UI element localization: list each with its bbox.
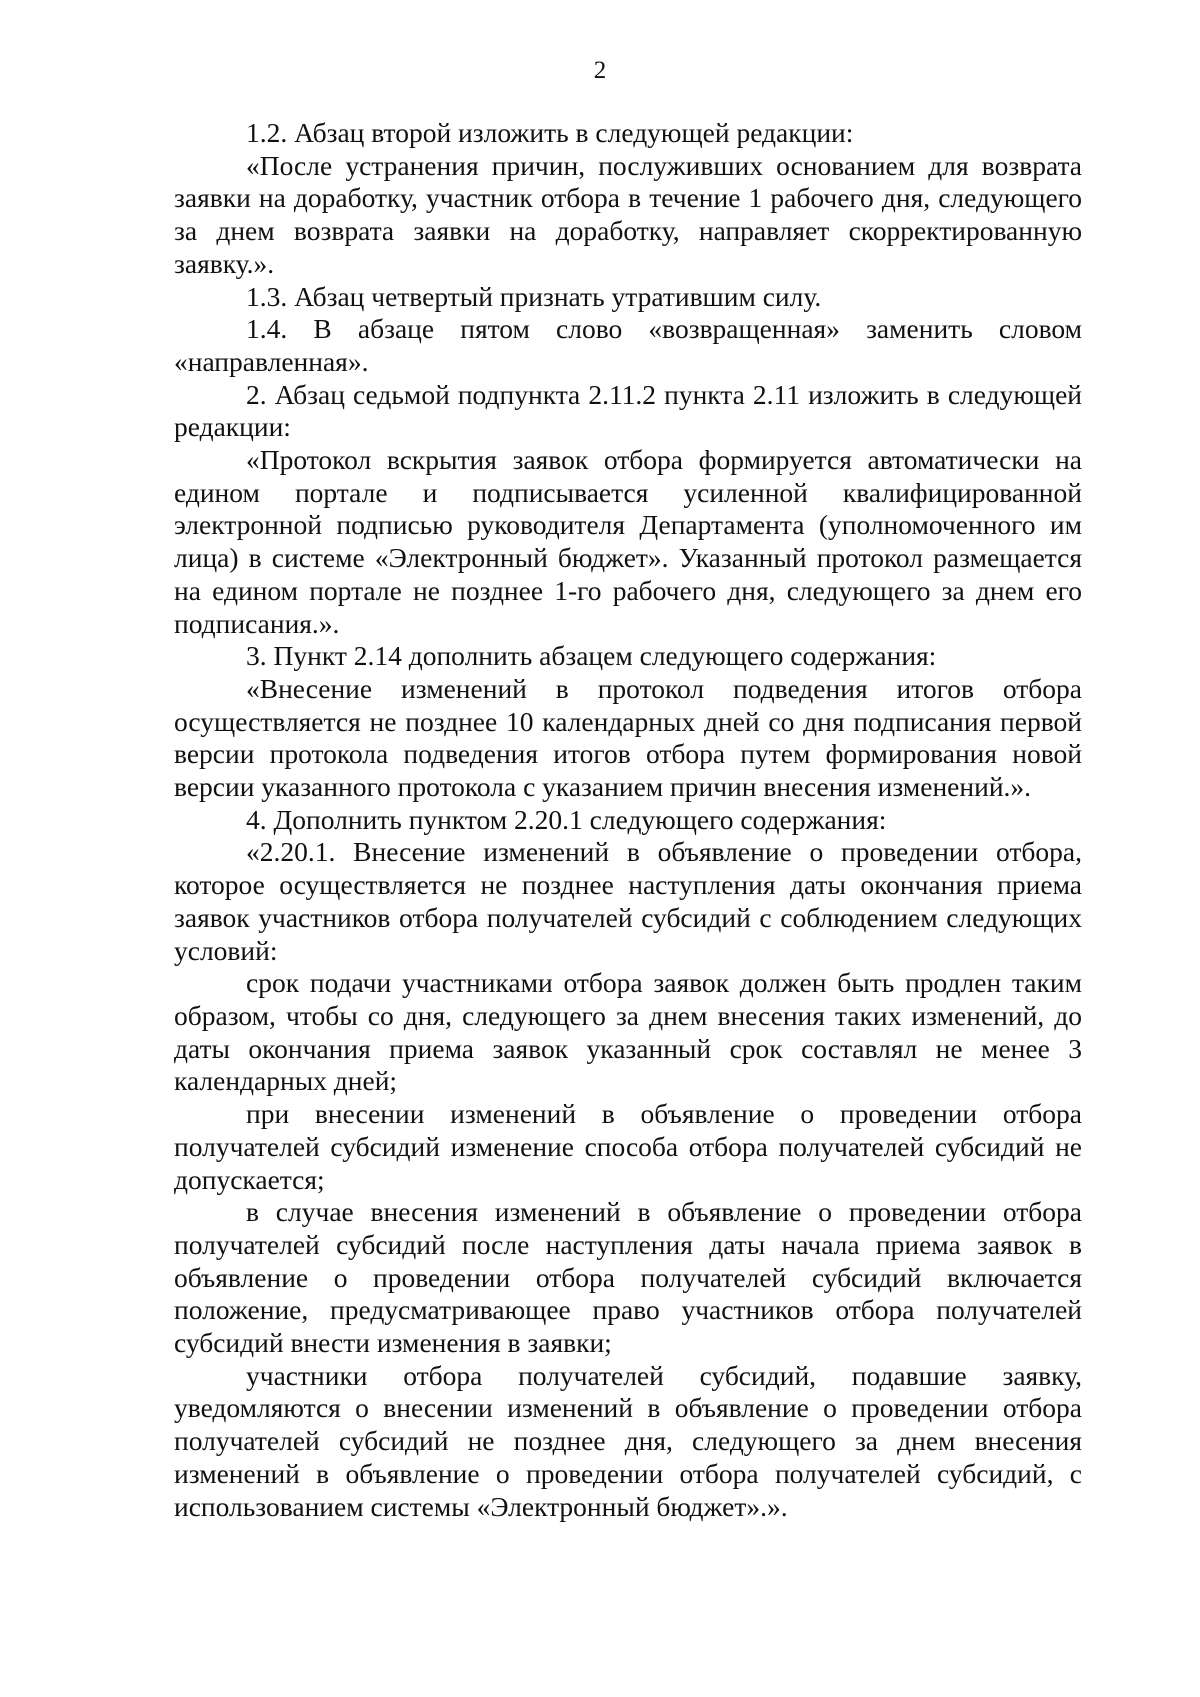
paragraph-2-quote: «Протокол вскрытия заявок отбора формируется автоматически на едином портале и подписывается усиленной квалифицированной электронной подписью руководителя Департамента (уполномоченного им лица) в системе «Электронный бюджет». Указанный протокол размещается на едином портале не позднее 1-го рабочего дня, следующего за днем его подписания.». [174, 444, 1082, 639]
paragraph-2-20-1: «2.20.1. Внесение изменений в объявление о проведении отбора, которое осуществляется не позднее наступления даты окончания приема заявок участников отбора получателей субсидий с соблюдением следующих условий: [174, 836, 1082, 966]
paragraph-condition-4: участники отбора получателей субсидий, подавшие заявку, уведомляются о внесении изменений в объявление о проведении отбора получателей субсидий не позднее дня, следующего за днем внесения изменений в объявление о проведении отбора получателей субсидий, с использованием системы «Электронный бюджет».». [174, 1359, 1082, 1522]
paragraph-condition-2: при внесении изменений в объявление о проведении отбора получателей субсидий изменение способа отбора получателей субсидий не допускается; [174, 1098, 1082, 1195]
document-body [174, 117, 1082, 1523]
paragraph-1-2-quote: «После устранения причин, послуживших основанием для возврата заявки на доработку, участник отбора в течение 1 рабочего дня, следующего за днем возврата заявки на доработку, направляет скорректированную заявку.». [174, 149, 1082, 279]
paragraph-2-heading: 2. Абзац седьмой подпункта 2.11.2 пункта 2.11 изложить в следующей редакции: [174, 378, 1082, 443]
paragraph-4-heading: 4. Дополнить пунктом 2.20.1 следующего содержания: [246, 803, 887, 835]
paragraph-3-heading: 3. Пункт 2.14 дополнить абзацем следующего содержания: [246, 640, 937, 672]
paragraph-3-quote: «Внесение изменений в протокол подведения итогов отбора осуществляется не позднее 10 календарных дней со дня подписания первой версии протокола подведения итогов отбора путем формирования новой версии указанного протокола с указанием причин внесения изменений.». [174, 672, 1082, 803]
paragraph-condition-1: срок подачи участниками отбора заявок должен быть продлен таким образом, чтобы со дня, следующего за днем внесения таких изменений, до даты окончания приема заявок указанный срок составлял не менее 3 календарных дней; [174, 967, 1082, 1097]
paragraph-1-2-heading: 1.2. Абзац второй изложить в следующей редакции: [246, 117, 854, 148]
paragraph-1-4: 1.4. В абзаце пятом слово «возвращенная» заменить словом «направленная». [174, 313, 1082, 377]
paragraph-condition-3: в случае внесения изменений в объявление о проведении отбора получателей субсидий после наступления даты начала приема заявок в объявление о проведении отбора получателей субсидий включается положение, предусматривающее право участников отбора получателей субсидий внести изменения в заявки; [174, 1196, 1082, 1359]
paragraph-1-3: 1.3. Абзац четвертый признать утратившим силу. [246, 280, 822, 312]
page-number: 2 [593, 57, 607, 84]
